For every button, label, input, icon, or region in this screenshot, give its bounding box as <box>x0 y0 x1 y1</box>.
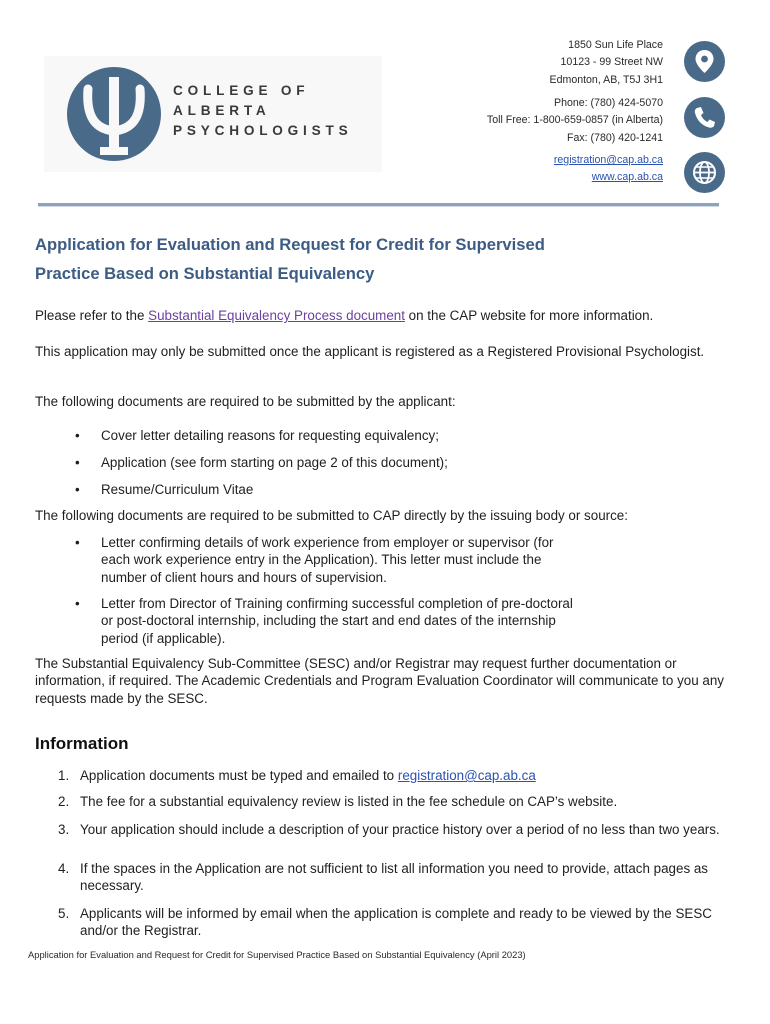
information-heading: Information <box>35 734 129 753</box>
address-line: Edmonton, AB, T5J 3H1 <box>549 73 663 86</box>
list-item-text: Your application should include a description of your practice history over a period of no less than two years. <box>80 822 720 837</box>
globe-icon <box>684 152 725 193</box>
list-item-text: Applicants will be informed by email when the application is complete and ready to be viewed by the SESC and/or the Registrar. <box>80 906 712 939</box>
bullet-icon: • <box>75 535 80 550</box>
process-document-link[interactable]: Substantial Equivalency Process document <box>148 308 405 323</box>
list-item-text: Application (see form starting on page 2 of this document); <box>101 455 448 470</box>
bullet-icon: • <box>75 596 80 611</box>
bullet-icon: • <box>75 428 80 443</box>
item-text: Application documents must be typed and emailed to <box>80 768 398 783</box>
document-title <box>35 230 735 288</box>
item-number: 3. <box>58 822 70 837</box>
title-line-2: Practice Based on Substantial Equivalency <box>35 264 375 283</box>
submission-condition-paragraph: This application may only be submitted once the applicant is registered as a Registered Provisional Psychologist. <box>35 344 705 359</box>
list-item-text: Letter from Director of Training confirming successful completion of pre-doctoral or post-doctoral internship, including the start and end dates of the internship period (if applicable). <box>101 596 573 646</box>
website-link[interactable]: www.cap.ab.ca <box>591 171 663 184</box>
address-block <box>550 37 663 89</box>
fax-line: Fax: (780) 420-1241 <box>567 131 663 144</box>
item-number: 4. <box>58 861 70 876</box>
sesc-paragraph: The Substantial Equivalency Sub-Committee (SESC) and/or Registrar may request further documentation or information, if required. The Academic Credentials and Program Evaluation Coordinator will communicate to you any requests made by the SESC. <box>35 656 724 706</box>
phone-icon <box>684 97 725 138</box>
phone-block <box>487 95 663 147</box>
email-link[interactable]: registration@cap.ab.ca <box>553 154 663 166</box>
bullet-icon: • <box>75 455 80 470</box>
cap-docs-heading: The following documents are required to be submitted to CAP directly by the issuing body or source: <box>35 508 628 523</box>
tollfree-line: Toll Free: 1-800-659-0857 (in Alberta) <box>486 114 663 127</box>
header-divider-shadow <box>38 206 719 207</box>
refer-paragraph <box>35 307 747 324</box>
logo-text-line-2: ALBERTA <box>173 103 271 118</box>
item-number: 2. <box>58 794 70 809</box>
logo-text-line-3: PSYCHOLOGISTS <box>173 123 353 138</box>
refer-text-after: on the CAP website for more information. <box>404 308 654 323</box>
page-footer: Application for Evaluation and Request for Credit for Supervised Practice Based on Substantial Equivalency (April 2023) <box>28 949 526 960</box>
title-line-1: Application for Evaluation and Request for Credit for Supervised <box>35 235 545 254</box>
list-item-text: Cover letter detailing reasons for requesting equivalency; <box>101 428 439 443</box>
list-item-text <box>80 767 740 784</box>
refer-text-before: Please refer to the <box>35 308 149 323</box>
list-item-text: If the spaces in the Application are not sufficient to list all information you need to provide, attach pages as necessary. <box>80 861 709 894</box>
address-line: 10123 - 99 Street NW <box>560 56 663 69</box>
logo-text-line-1: COLLEGE OF <box>173 83 310 98</box>
list-item-text: Resume/Curriculum Vitae <box>101 482 254 497</box>
list-item-text: The fee for a substantial equivalency review is listed in the fee schedule on CAP’s website. <box>80 794 618 809</box>
college-logo <box>44 56 382 172</box>
bullet-icon: • <box>75 482 80 497</box>
applicant-docs-heading: The following documents are required to be submitted by the applicant: <box>35 394 456 409</box>
registration-email-link[interactable]: registration@cap.ab.ca <box>397 768 536 783</box>
web-block <box>554 152 663 187</box>
psi-logo-icon <box>62 65 166 163</box>
location-pin-icon <box>684 41 725 82</box>
address-line: 1850 Sun Life Place <box>568 39 663 51</box>
list-item-text: Letter confirming details of work experience from employer or supervisor (for each work experience entry in the Application). This letter must include the number of client hours and hours of supervision. <box>101 535 554 585</box>
phone-line: Phone: (780) 424-5070 <box>554 97 663 109</box>
item-number: 5. <box>58 906 70 921</box>
item-number: 1. <box>58 768 70 783</box>
